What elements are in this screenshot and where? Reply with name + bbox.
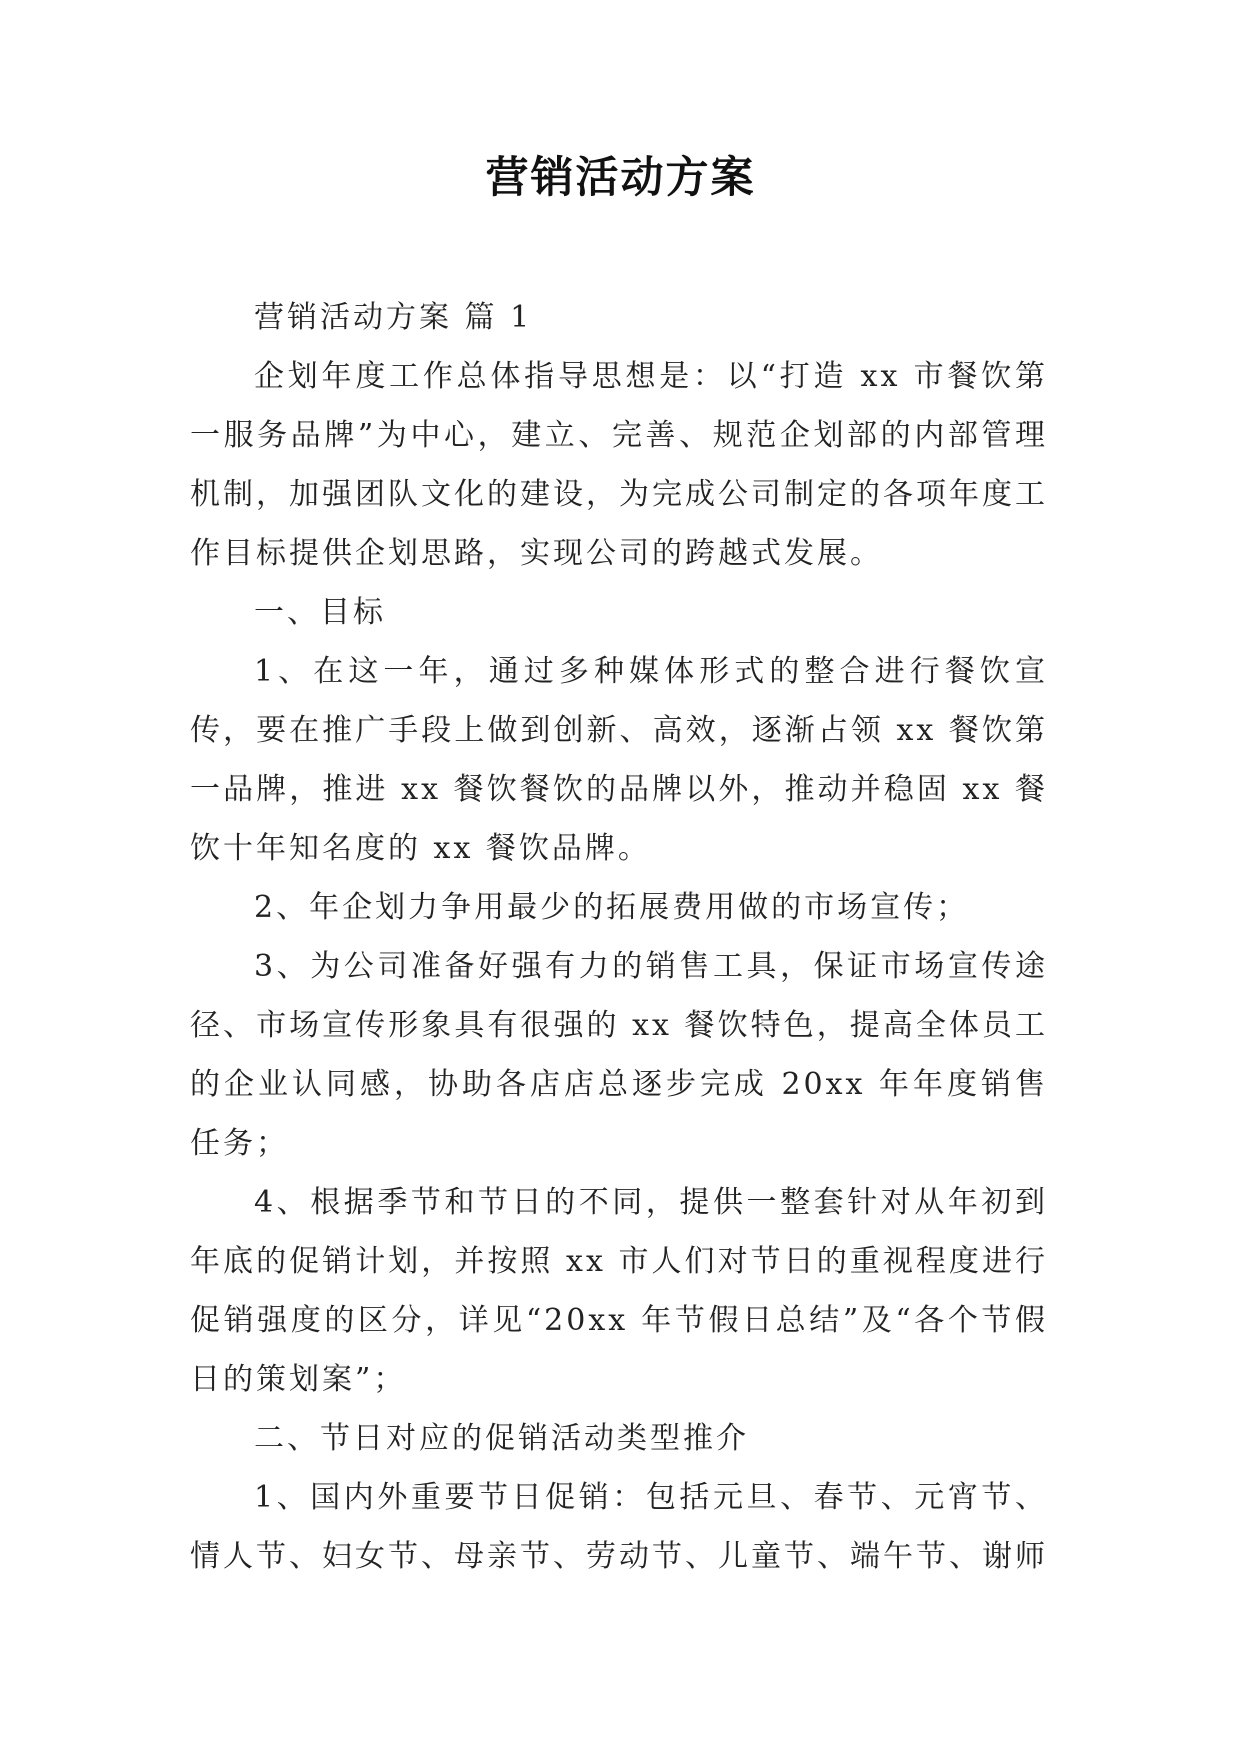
document-title: 营销活动方案 <box>485 153 756 203</box>
goal-item-2: 2、年企划力争用最少的拓展费用做的市场宣传； <box>254 890 970 925</box>
promotion-item-1: 1、国内外重要节日促销：包括元旦、春节、元宵节、情人节、妇女节、母亲节、劳动节、儿童节、端午节、谢师 <box>190 1480 1048 1574</box>
document-body <box>190 288 1048 1586</box>
guiding-principle-paragraph: 企划年度工作总体指导思想是：以“打造 xx 市餐饮第一服务品牌”为中心，建立、完善、规范企划部的内部管理机制，加强团队文化的建设，为完成公司制定的各项年度工作目标提供企划思路，实现公司的跨越式发展。 <box>190 359 1048 571</box>
heading-goals: 一、目标 <box>254 595 386 630</box>
section-heading-part-1: 营销活动方案 篇 1 <box>254 300 533 335</box>
heading-promotion-types: 二、节日对应的促销活动类型推介 <box>254 1421 749 1456</box>
goal-item-3: 3、为公司准备好强有力的销售工具，保证市场宣传途径、市场宣传形象具有很强的 xx 餐饮特色，提高全体员工的企业认同感，协助各店店总逐步完成 20xx 年年度销售任务； <box>190 949 1048 1161</box>
goal-item-4: 4、根据季节和节日的不同，提供一整套针对从年初到年底的促销计划，并按照 xx 市人们对节日的重视程度进行促销强度的区分，详见“20xx 年节假日总结”及“各个节假日的策划案”； <box>190 1185 1048 1397</box>
goal-item-1: 1、在这一年，通过多种媒体形式的整合进行餐饮宣传，要在推广手段上做到创新、高效，逐渐占领 xx 餐饮第一品牌，推进 xx 餐饮餐饮的品牌以外，推动并稳固 xx 餐饮十年知名度的 xx 餐饮品牌。 <box>190 654 1048 866</box>
